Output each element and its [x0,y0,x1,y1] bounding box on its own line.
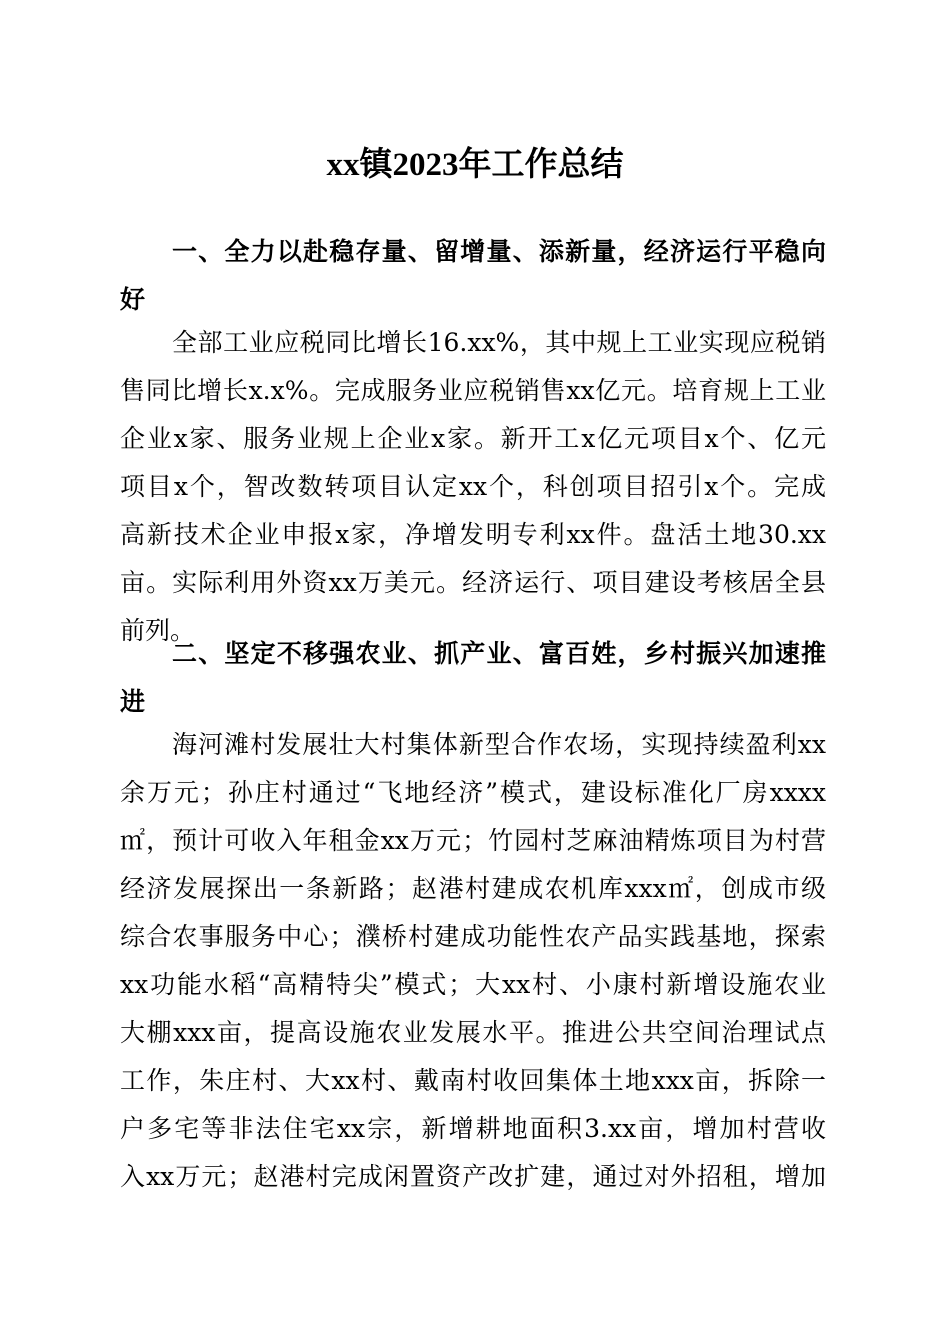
heading-line: 进 [120,687,146,716]
paragraph-line: 全部工业应税同比增长16.xx%，其中规上工业实现应税销 [172,328,826,357]
paragraph-line: 亩。实际利用外资xx万美元。经济运行、项目建设考核居全县 [120,568,826,597]
paragraph-line: 前列。 [120,616,196,645]
document-title: xx镇2023年工作总结 [326,147,624,183]
paragraph-line: 海河滩村发展壮大村集体新型合作农场，实现持续盈利xx [172,730,826,759]
paragraph-line: 项目x个，智改数转项目认定xx个，科创项目招引x个。完成 [120,472,826,501]
paragraph-line: 余万元；孙庄村通过“飞地经济”模式，建设标准化厂房xxxx [120,778,826,807]
paragraph-line: 售同比增长x.x%。完成服务业应税销售xx亿元。培育规上工业 [120,376,826,405]
paragraph-line: 经济发展探出一条新路；赵港村建成农机库xxx㎡，创成市级 [120,874,826,903]
paragraph-line: xx功能水稻“高精特尖”模式；大xx村、小康村新增设施农业 [120,970,826,999]
section-1-paragraph [120,319,826,655]
section-1-heading [120,228,826,324]
paragraph-line: 企业x家、服务业规上企业x家。新开工x亿元项目x个、亿元 [120,424,826,453]
heading-line: 好 [120,285,146,314]
paragraph-line: 工作，朱庄村、大xx村、戴南村收回集体土地xxx亩，拆除一 [120,1066,826,1095]
paragraph-line: 入xx万元；赵港村完成闲置资产改扩建，通过对外招租，增加 [120,1162,826,1191]
paragraph-line: 综合农事服务中心；濮桥村建成功能性农产品实践基地，探索 [120,922,826,951]
section-2-heading [120,630,826,726]
paragraph-line: ㎡，预计可收入年租金xx万元；竹园村芝麻油精炼项目为村营 [120,826,826,855]
heading-line: 二、坚定不移强农业、抓产业、富百姓，乡村振兴加速推 [172,639,826,668]
paragraph-line: 大棚xxx亩，提高设施农业发展水平。推进公共空间治理试点 [120,1018,826,1047]
section-2-paragraph [120,721,826,1201]
paragraph-line: 户多宅等非法住宅xx宗，新增耕地面积3.xx亩，增加村营收 [120,1114,826,1143]
paragraph-line: 高新技术企业申报x家，净增发明专利xx件。盘活土地30.xx [120,520,826,549]
heading-line: 一、全力以赴稳存量、留增量、添新量，经济运行平稳向 [172,237,826,266]
